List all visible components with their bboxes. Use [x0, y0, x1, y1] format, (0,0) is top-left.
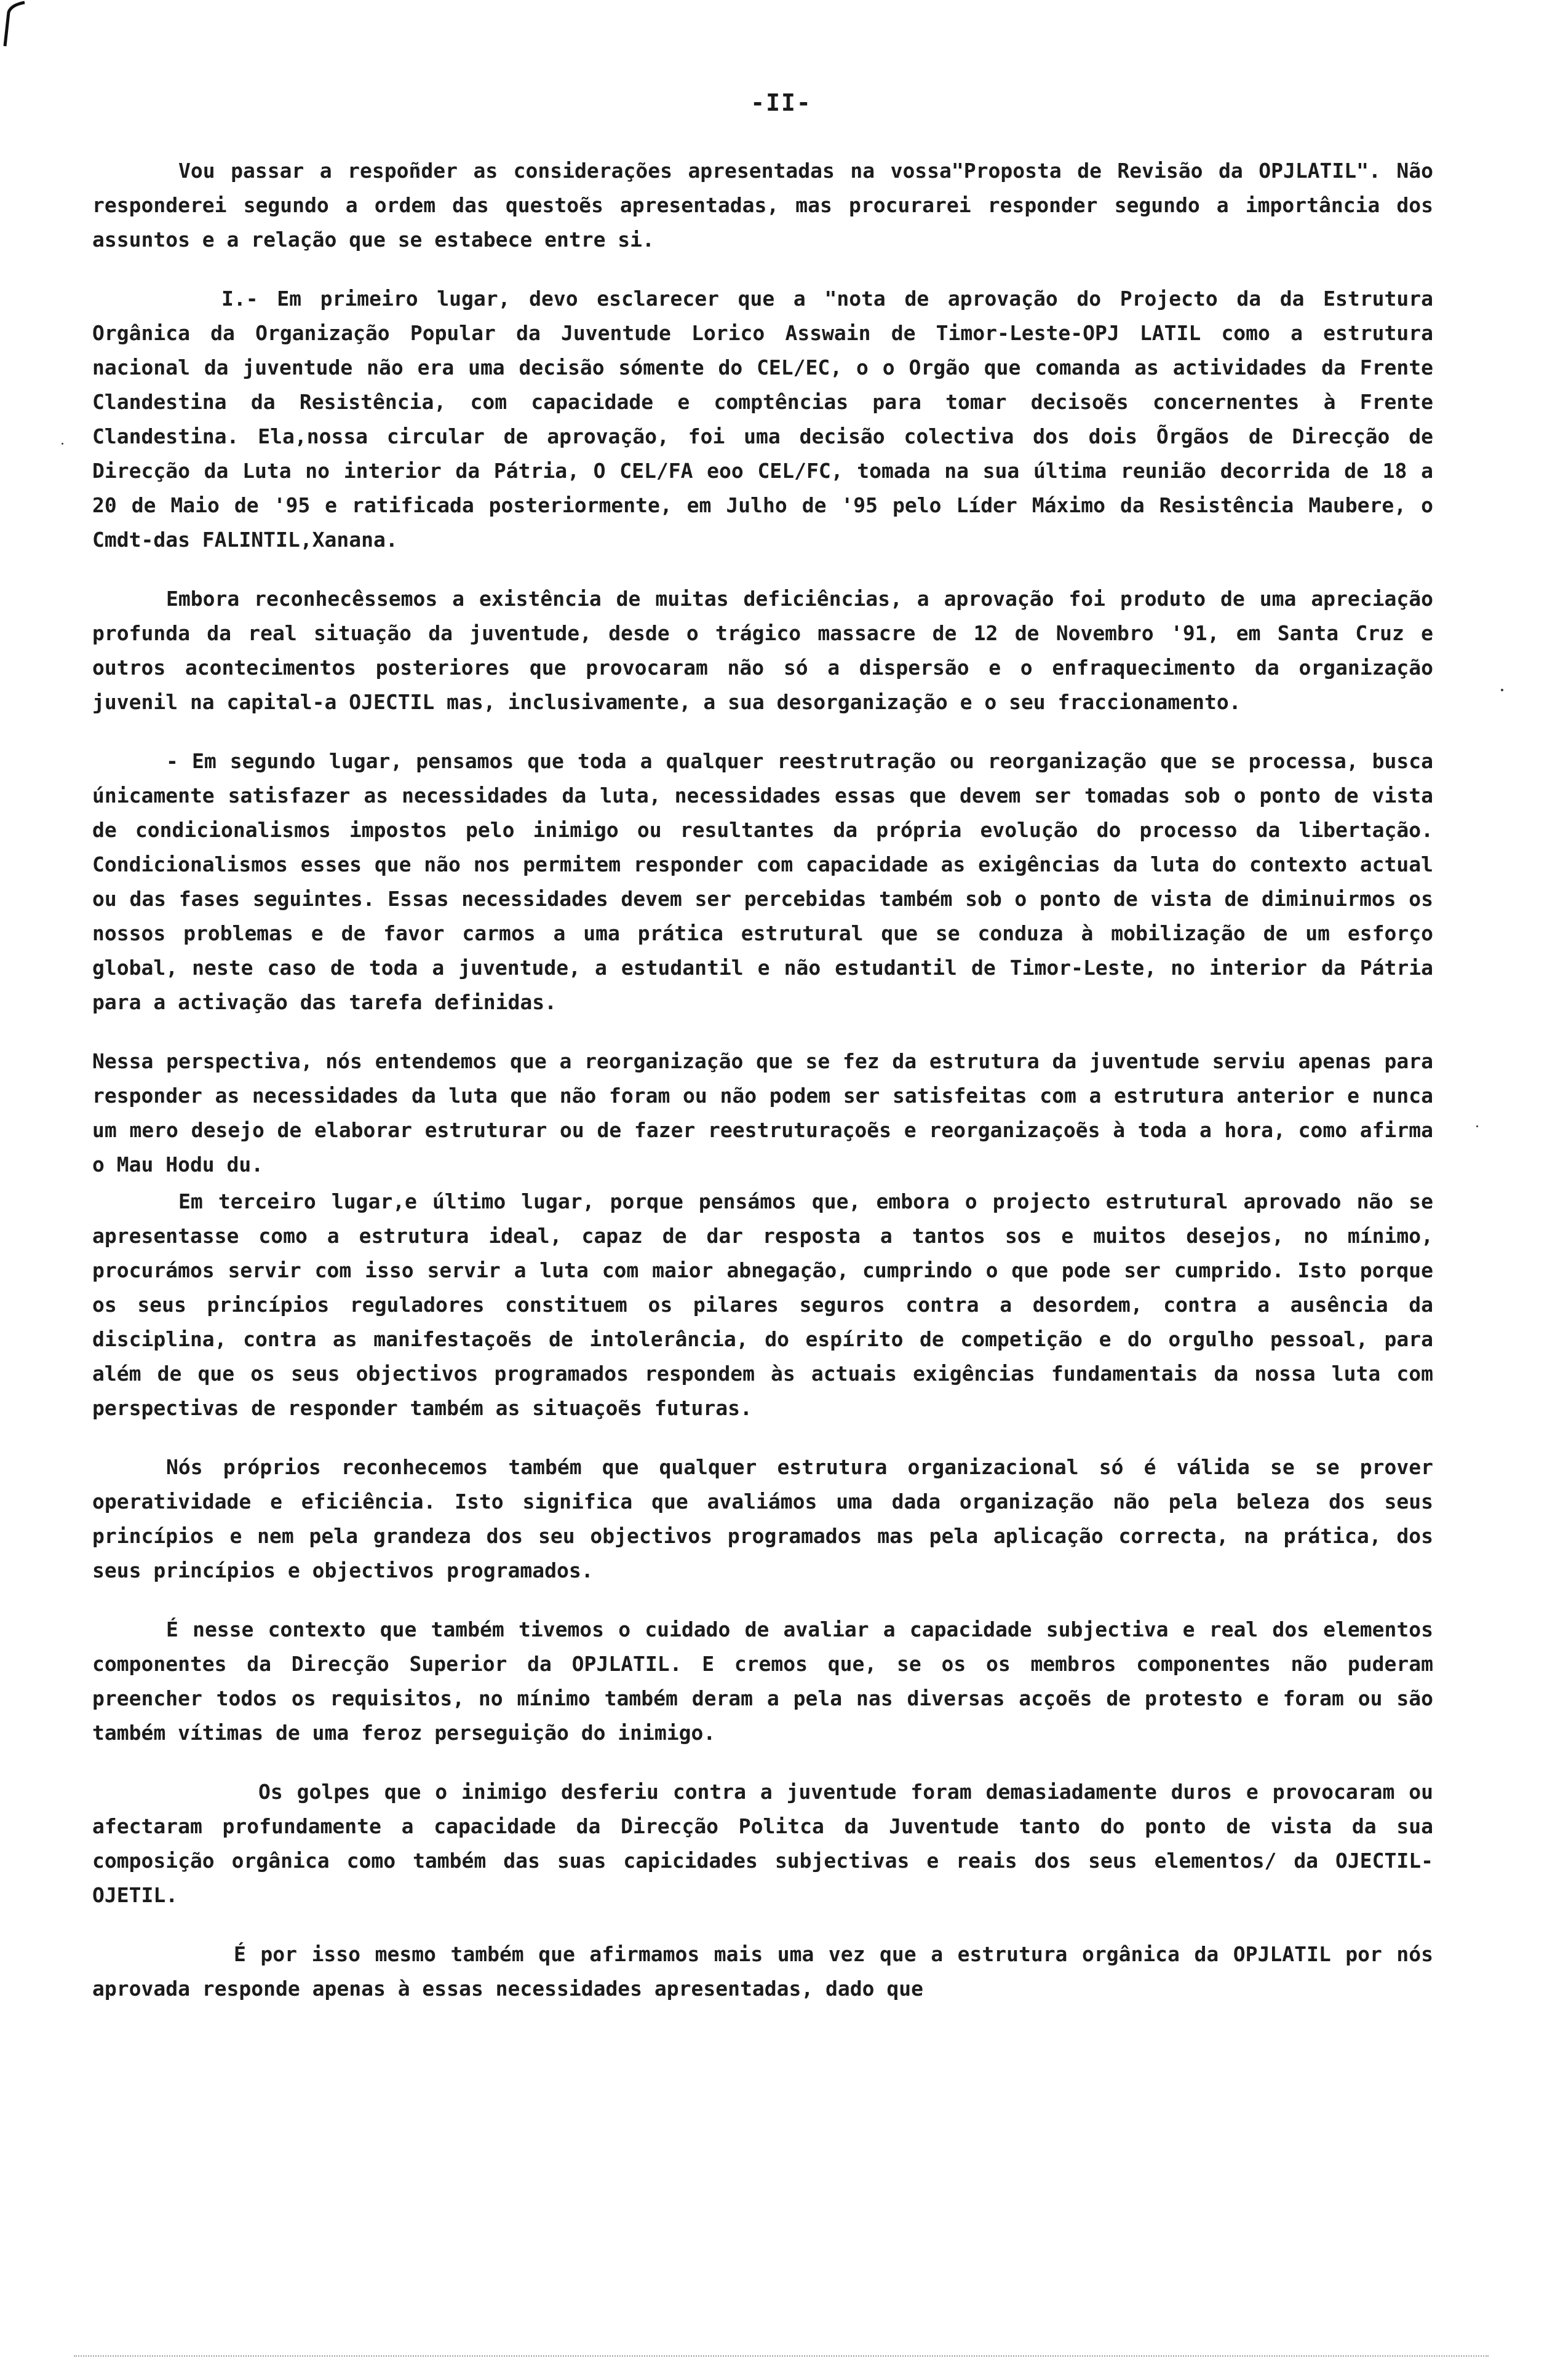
paragraph-blows: Os golpes que o inimigo desferiu contra a juventude foram demasiadamente duros e provocaram ou afectaram profundamente a capacidade da Direcção Politca da Juventude tanto do ponto de vista da sua composição orgânica como também das suas capicidades subjectivas e reais dos seus elementos/ da OJECTIL-OJETIL. — [92, 1780, 1433, 1907]
paragraph-conclusion: É por isso mesmo também que afirmamos mais uma vez que a estrutura orgânica da OPJLATIL por nós aprovada responde apenas à essas necessidades apresentadas, dado que — [92, 1942, 1433, 2001]
paragraph-validity: Nós próprios reconhecemos também que qualquer estrutura organizacional só é válida se se prover operatividade e eficiência. Isto significa que avaliámos uma dada organização não pela beleza dos seus princípios e nem pela grandeza dos seu objectivos programados mas pela aplicação correcta, na prática, dos seus princípios e objectivos programados. — [92, 1455, 1433, 1582]
paragraph-context: É nesse contexto que também tivemos o cuidado de avaliar a capacidade subjectiva e real dos elementos componentes da Direcção Superior da OPJLATIL. E cremos que, se os os membros componentes não puderam preencher todos os requisitos, no mínimo também deram a pela nas diversas acçoẽs de protesto e foram ou são também vítimas de uma feroz perseguição do inimigo. — [92, 1617, 1433, 1745]
scan-speck — [1476, 1125, 1478, 1127]
paragraph-intro: Vou passar a respoñder as considerações apresentadas na vossa"Proposta de Revisão da OPJLATIL". Não responderei segundo a ordem das questoẽs apresentadas, mas procurarei responder segundo a importância dos assuntos e a relação que se estabece entre si. — [92, 159, 1433, 252]
paragraph-acknowledgement: Embora reconhecêssemos a existência de muitas deficiências, a aprovação foi produto de uma apreciação profunda da real situação da juventude, desde o trágico massacre de 12 de Novembro '91, em Santa Cruz e outros acontecimentos posteriores que provocaram não só a dispersão e o enfraquecimento da organização juvenil na capital-a OJECTIL mas, inclusivamente, a sua desorganização e o seu fraccionamento. — [92, 587, 1433, 714]
document-body — [92, 154, 1433, 2031]
bottom-scan-edge — [74, 2355, 1489, 2358]
paragraph-second-point: - Em segundo lugar, pensamos que toda a qualquer reestrutração ou reorganização que se processa, busca únicamente satisfazer as necessidades da luta, necessidades essas que devem ser tomadas sob o ponto de vista de condicionalismos impostos pelo inimigo ou resultantes da própria evolução do processo da libertação. Condicionalismos esses que não nos permitem responder com capacidade as exigências da luta do contexto actual ou das fases seguintes. Essas necessidades devem ser percebidas também sob o ponto de vista de diminuirmos os nossos problemas e de favor carmos a uma prática estrutural que se conduza à mobilização de um esforço global, neste caso de toda a juventude, a estudantil e não estudantil de Timor-Leste, no interior da Pátria para a activação das tarefa definidas. — [92, 749, 1433, 1014]
page-number: -II- — [750, 89, 812, 116]
scan-speck — [62, 443, 63, 445]
corner-scan-mark — [0, 0, 37, 49]
scan-speck — [1501, 689, 1503, 691]
paragraph-perspective: Nessa perspectiva, nós entendemos que a reorganização que se fez da estrutura da juventude serviu apenas para responder as necessidades da luta que não foram ou não podem ser satisfeitas com a estrutura anterior e nunca um mero desejo de elaborar estruturar ou de fazer reestruturaçoẽs e reorganizaçoẽs à toda a hora, como afirma o Mau Hodu du. — [92, 1049, 1433, 1176]
paragraph-third-point: Em terceiro lugar,e último lugar, porque pensámos que, embora o projecto estrutural aprovado não se apresentasse como a estrutura ideal, capaz de dar resposta a tantos sos e muitos desejos, no mínimo, procurámos servir com isso servir a luta com maior abnegação, cumprindo o que pode ser cumprido. Isto porque os seus princípios reguladores constituem os pilares seguros contra a desordem, contra a ausência da disciplina, contra as manifestaçoẽs de intolerância, do espírito de competição e do orgulho pessoal, para além de que os seus objectivos programados respondem às actuais exigências fundamentais da nossa luta com perspectivas de responder também as situaçoẽs futuras. — [92, 1189, 1433, 1420]
paragraph-first-point: I.- Em primeiro lugar, devo esclarecer que a "nota de aprovação do Projecto da da Estrutura Orgânica da Organização Popular da Juventude Lorico Asswain de Timor-Leste-OPJ LATIL como a estrutura nacional da juventude não era uma decisão sómente do CEL/EC, o o Orgão que comanda as actividades da Frente Clandestina da Resistência, com capacidade e comptências para tomar decisoẽs concernentes à Frente Clandestina. Ela,nossa circular de aprovação, foi uma decisão colectiva dos dois Õrgãos de Direcção de Direcção da Luta no interior da Pátria, O CEL/FA eoo CEL/FC, tomada na sua última reunião decorrida de 18 a 20 de Maio de '95 e ratificada posteriormente, em Julho de '95 pelo Líder Máximo da Resistência Maubere, o Cmdt-das FALINTIL,Xanana. — [92, 287, 1433, 552]
